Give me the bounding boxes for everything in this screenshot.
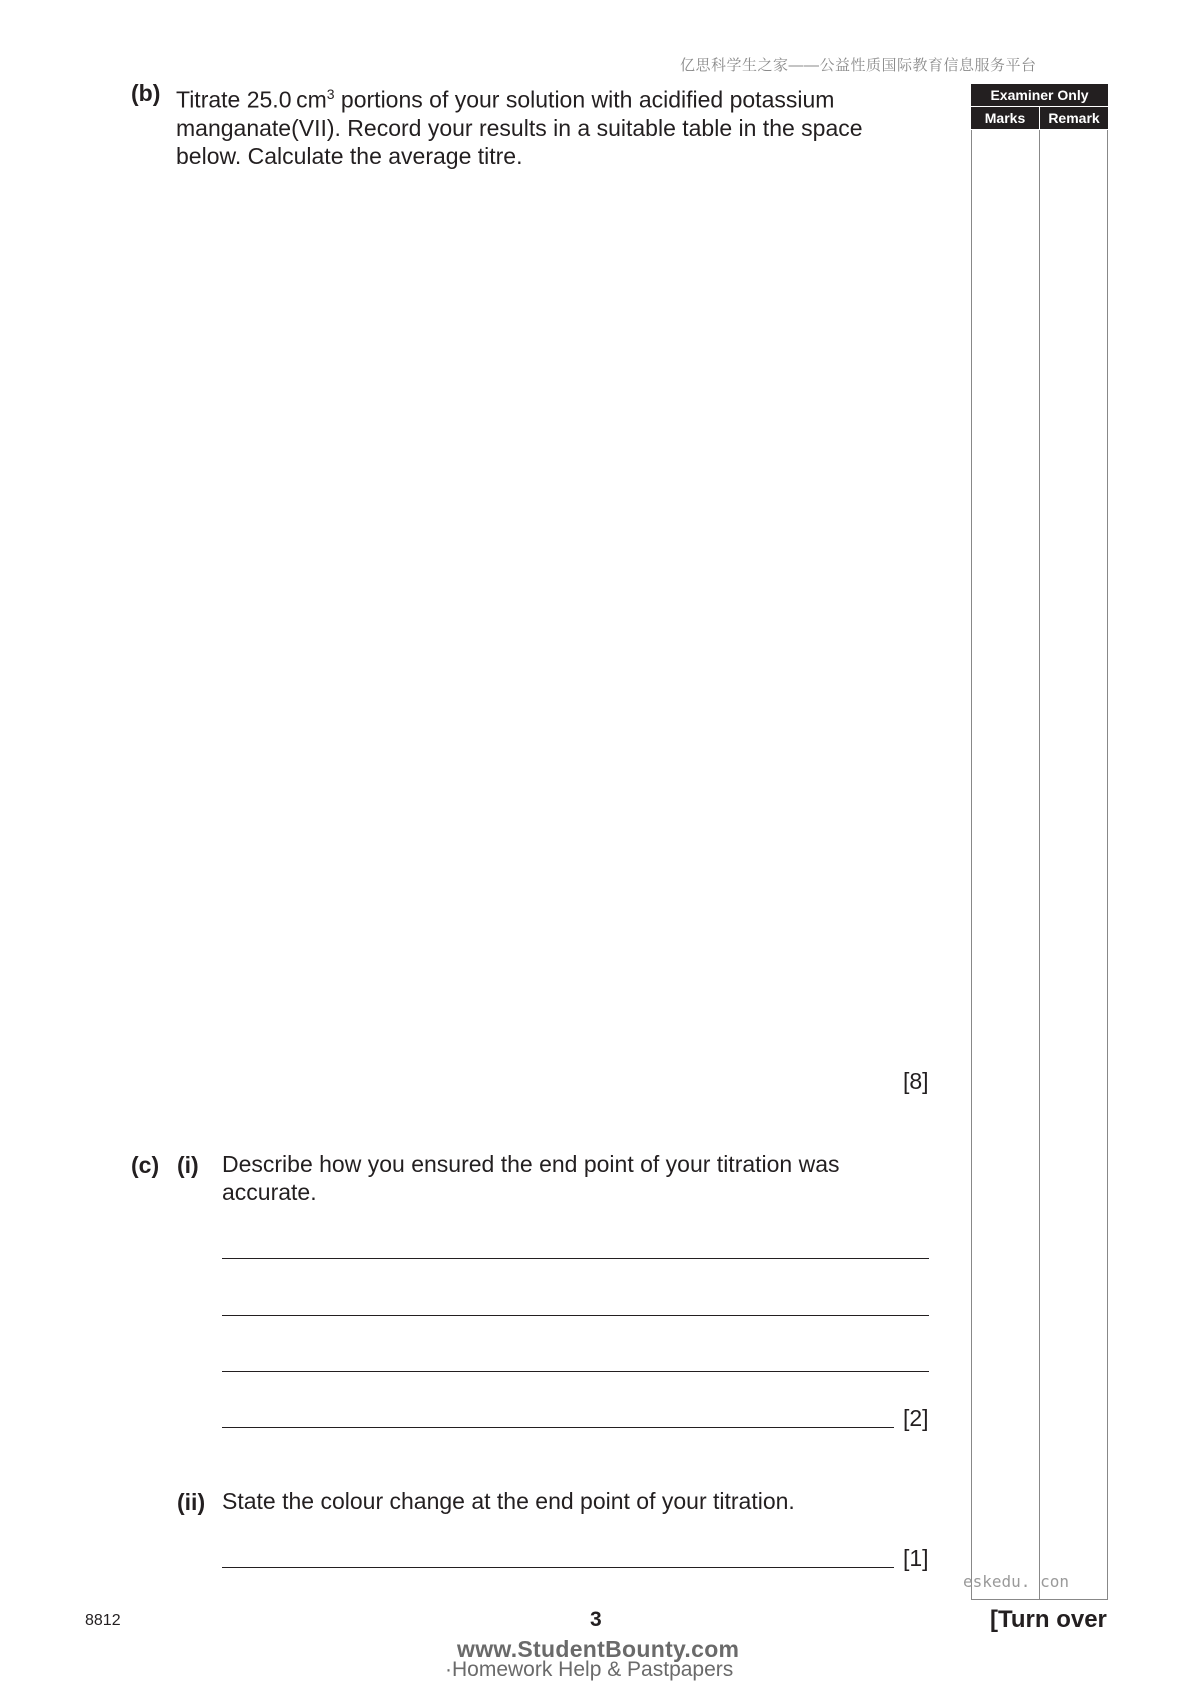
marks-column[interactable] (971, 130, 1040, 1600)
part-b-label: (b) (131, 80, 161, 106)
paper-code: 8812 (85, 1612, 121, 1629)
studentbounty-url[interactable]: www.StudentBounty.com (457, 1636, 740, 1662)
part-b-line-1 (176, 80, 936, 114)
answer-line[interactable] (222, 1258, 929, 1259)
part-b-line-1-start: Titrate 25.0 cm (176, 86, 327, 113)
part-c-ii-label: (ii) (177, 1489, 206, 1515)
part-c-ii-question: State the colour change at the end point of your titration. (222, 1488, 795, 1514)
part-c-i-question (222, 1150, 922, 1206)
part-b-answer-space[interactable] (176, 170, 926, 1050)
cubed-superscript: 3 (326, 86, 335, 102)
eskedu-watermark: eskedu. con (963, 1572, 1069, 1591)
answer-line[interactable] (222, 1427, 894, 1428)
remark-column[interactable] (1039, 130, 1108, 1600)
part-b-marks: [8] (903, 1068, 929, 1094)
answer-line[interactable] (222, 1315, 929, 1316)
part-c-i-marks: [2] (903, 1405, 929, 1431)
top-watermark: 亿思科学生之家——公益性质国际教育信息服务平台 (680, 57, 1037, 74)
part-b-line-3: below. Calculate the average titre. (176, 142, 523, 169)
part-b-question (176, 80, 936, 170)
studentbounty-tagline: ·Homework Help & Pastpapers (445, 1658, 734, 1681)
part-c-ii-marks: [1] (903, 1545, 929, 1571)
answer-line[interactable] (222, 1371, 929, 1372)
remark-column-header: Remark (1040, 107, 1108, 129)
turn-over-label: [Turn over (990, 1606, 1107, 1633)
examiner-only-header: Examiner Only (971, 84, 1108, 106)
page-number: 3 (590, 1608, 602, 1631)
part-c-i-line-1: Describe how you ensured the end point of your titration was (222, 1151, 840, 1177)
part-b-line-1-end: portions of your solution with acidified potassium (334, 86, 835, 113)
answer-line[interactable] (222, 1567, 894, 1568)
part-c-label: (c) (131, 1152, 160, 1178)
part-b-line-2: manganate(VII). Record your results in a suitable table in the space (176, 114, 863, 141)
part-c-i-label: (i) (177, 1152, 199, 1178)
marks-column-header: Marks (971, 107, 1039, 129)
part-c-i-line-2: accurate. (222, 1179, 317, 1205)
